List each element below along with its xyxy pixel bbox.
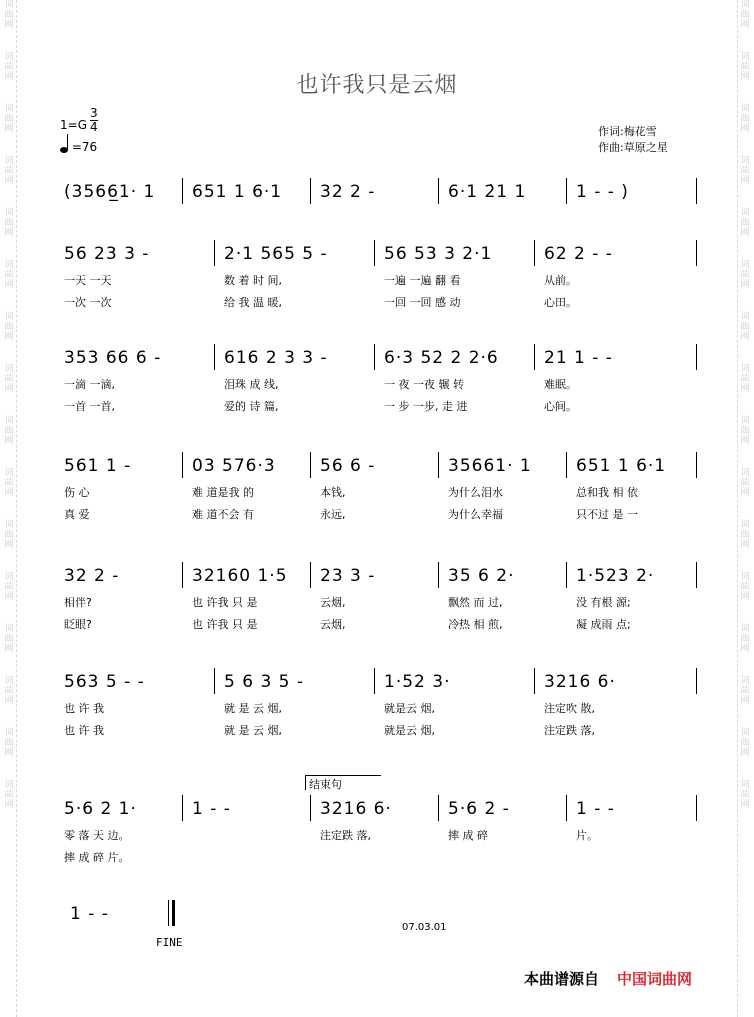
- lyric: 心间。: [544, 400, 577, 413]
- date: 07.03.01: [402, 922, 447, 933]
- barline: [696, 240, 697, 266]
- lyrics-verse-2: [58, 845, 698, 867]
- notes-line: [58, 344, 698, 372]
- lyric: 一回 一回 感 动: [384, 296, 461, 309]
- lyric: 眨眼?: [64, 618, 92, 631]
- measure: 1·52 3·: [384, 672, 451, 692]
- measure: 563 5 - -: [64, 672, 145, 692]
- measure: 23 3 -: [320, 566, 376, 586]
- lyric: 注定跌 落,: [544, 724, 595, 737]
- lyricist: 作词:梅花雪: [598, 125, 657, 138]
- measure: 5 6 3 5 -: [224, 672, 305, 692]
- lyric: 永远,: [320, 508, 346, 521]
- score-row: [58, 795, 698, 867]
- lyric: 摔 成 碎 片。: [64, 851, 130, 864]
- barline: [214, 240, 215, 266]
- lyrics-verse-1: [58, 823, 698, 845]
- lyrics-verse-2: [58, 612, 698, 634]
- barline: [374, 668, 375, 694]
- lyric: 一 步 一步, 走 进: [384, 400, 468, 413]
- barline: [182, 562, 183, 588]
- score-row: [58, 344, 698, 416]
- barline: [438, 452, 439, 478]
- lyric: 从前。: [544, 274, 577, 287]
- lyric: 凝 成雨 点;: [576, 618, 631, 631]
- score-row: [58, 240, 698, 312]
- barline: [534, 668, 535, 694]
- measure: 1 - - ): [576, 182, 629, 202]
- measure: 616 2 3 3 -: [224, 348, 328, 368]
- lyric: 泪珠 成 线,: [224, 378, 279, 391]
- source-credit: [524, 968, 692, 989]
- lyric: 云烟,: [320, 596, 346, 609]
- barline: [534, 240, 535, 266]
- measure: 21 1 - -: [544, 348, 613, 368]
- lyric: 给 我 温 暖,: [224, 296, 282, 309]
- measure: 1 - -: [576, 799, 615, 819]
- measure: 32 2 -: [320, 182, 376, 202]
- measure: (3566̲1· 1: [64, 182, 156, 202]
- lyric: 摔 成 碎: [448, 829, 488, 842]
- lyrics-verse-2: [58, 394, 698, 416]
- lyric: 就 是 云 烟,: [224, 724, 282, 737]
- score-row: [58, 668, 698, 740]
- barline: [182, 795, 183, 821]
- lyric: 相伴?: [64, 596, 92, 609]
- watermark-right: 词 曲 网 词 曲 网 词 曲 网 词 曲 网 词 曲 网 词 曲 网 词 曲 网 词 曲 网 词 曲 网 词 曲 网 词 曲 网 词 曲 网 词 曲 网 词 曲 网 词 曲 网 词 曲 网: [737, 0, 752, 1017]
- lyric: 也 许 我: [64, 724, 104, 737]
- lyric: 也 许我 只 是: [192, 618, 258, 631]
- barline: [438, 178, 439, 204]
- barline: [696, 795, 697, 821]
- lyric: 一天 一天: [64, 274, 112, 287]
- barline: [374, 240, 375, 266]
- notes-line: [58, 795, 698, 823]
- barline: [566, 795, 567, 821]
- lyric: 一遍 一遍 翻 看: [384, 274, 461, 287]
- lyric: 注定吹 散,: [544, 702, 595, 715]
- lyric: 一滴 一滴,: [64, 378, 115, 391]
- notes-line: [58, 452, 698, 480]
- barline: [696, 452, 697, 478]
- score-row: [58, 562, 698, 634]
- lyric: 为什么幸福: [448, 508, 503, 521]
- lyric: 数 着 时 间,: [224, 274, 282, 287]
- lyrics-verse-1: [58, 696, 698, 718]
- lyric: 就 是 云 烟,: [224, 702, 282, 715]
- fine-marking: FINE: [156, 936, 183, 949]
- measure: 56 53 3 2·1: [384, 244, 493, 264]
- lyric: 没 有根 源;: [576, 596, 631, 609]
- barline: [182, 178, 183, 204]
- measure: 32160 1·5: [192, 566, 288, 586]
- measure: 3216 6·: [320, 799, 392, 819]
- lyric: 难 道不会 有: [192, 508, 254, 521]
- barline: [168, 900, 169, 926]
- barline: [696, 178, 697, 204]
- notes-line: [58, 562, 698, 590]
- final-staff: [58, 900, 188, 928]
- measure: 35 6 2·: [448, 566, 515, 586]
- measure: 5·6 2 1·: [64, 799, 137, 819]
- final-notes: [58, 900, 188, 928]
- quarter-note-icon: [60, 147, 68, 153]
- composer: 作曲:草原之星: [598, 141, 668, 154]
- final-barline: [172, 900, 175, 926]
- lyric: 注定跌 落,: [320, 829, 371, 842]
- measure: 62 2 - -: [544, 244, 613, 264]
- lyrics-verse-1: [58, 372, 698, 394]
- measure: 1·523 2·: [576, 566, 655, 586]
- barline: [566, 178, 567, 204]
- measure: 5·6 2 -: [448, 799, 510, 819]
- source-prefix: 本曲谱源自: [524, 970, 600, 988]
- lyric: 爱的 诗 篇,: [224, 400, 279, 413]
- barline: [310, 452, 311, 478]
- lyric: 云烟,: [320, 618, 346, 631]
- measure: 35661· 1: [448, 456, 532, 476]
- credits: [598, 124, 668, 156]
- barline: [310, 562, 311, 588]
- barline: [310, 795, 311, 821]
- score-row: [58, 178, 698, 206]
- lyric: 一首 一首,: [64, 400, 115, 413]
- barline: [696, 562, 697, 588]
- tempo-value: =76: [71, 140, 98, 154]
- lyric: 为什么泪水: [448, 486, 503, 499]
- measure: 651 1 6·1: [576, 456, 667, 476]
- time-signature-bottom: 4: [90, 120, 98, 134]
- measure: 2·1 565 5 -: [224, 244, 328, 264]
- barline: [374, 344, 375, 370]
- notes-line: [58, 178, 698, 206]
- lyric: 伤 心: [64, 486, 90, 499]
- lyric: 冷热 相 煎,: [448, 618, 503, 631]
- measure: 651 1 6·1: [192, 182, 283, 202]
- lyric: 真 爱: [64, 508, 90, 521]
- ending-bracket: 结束句: [305, 775, 381, 790]
- lyric: 只不过 是 一: [576, 508, 638, 521]
- measure: 6·1 2̇1 1: [448, 182, 527, 202]
- measure: 03 576·3: [192, 456, 276, 476]
- measure: 353 66 6 -: [64, 348, 162, 368]
- final-note: 1 - -: [70, 904, 109, 924]
- barline: [696, 668, 697, 694]
- measure: 3216 6·: [544, 672, 616, 692]
- barline: [182, 452, 183, 478]
- barline: [566, 562, 567, 588]
- barline: [534, 344, 535, 370]
- key-signature: 1=G: [60, 118, 87, 132]
- lyric: 难 道是我 的: [192, 486, 254, 499]
- barline: [214, 668, 215, 694]
- measure: 56 6 -: [320, 456, 376, 476]
- measure: 1 - -: [192, 799, 231, 819]
- notes-line: [58, 240, 698, 268]
- lyric: 就是云 烟,: [384, 724, 435, 737]
- measure: 32 2 -: [64, 566, 120, 586]
- barline: [696, 344, 697, 370]
- lyrics-verse-2: [58, 718, 698, 740]
- lyric: 心田。: [544, 296, 577, 309]
- lyric: 也 许 我: [64, 702, 104, 715]
- lyric: 也 许我 只 是: [192, 596, 258, 609]
- source-brand: 中国词曲网: [617, 970, 693, 988]
- lyrics-verse-2: [58, 290, 698, 312]
- lyrics-verse-1: [58, 268, 698, 290]
- time-signature-top: 3: [90, 106, 98, 120]
- lyric: 一次 一次: [64, 296, 112, 309]
- lyric: 零 落 天 边。: [64, 829, 130, 842]
- tempo-marking: [60, 140, 97, 154]
- barline: [214, 344, 215, 370]
- lyric: 难眠。: [544, 378, 577, 391]
- lyric: 片。: [576, 829, 598, 842]
- song-title: 也许我只是云烟: [296, 73, 458, 98]
- barline: [566, 452, 567, 478]
- barline: [310, 178, 311, 204]
- watermark-left: 词 曲 网 词 曲 网 词 曲 网 词 曲 网 词 曲 网 词 曲 网 词 曲 网 词 曲 网 词 曲 网 词 曲 网 词 曲 网 词 曲 网 词 曲 网 词 曲 网 词 曲 网 词 曲 网: [2, 0, 17, 1017]
- barline: [438, 562, 439, 588]
- barline: [438, 795, 439, 821]
- measure: 6·3 52 2 2·6: [384, 348, 499, 368]
- lyric: 一 夜 一夜 辗 转: [384, 378, 464, 391]
- lyric: 本钱,: [320, 486, 346, 499]
- lyric: 总和我 相 依: [576, 486, 638, 499]
- score-row: [58, 452, 698, 524]
- measure: 56 23 3 -: [64, 244, 150, 264]
- lyric: 飘然 而 过,: [448, 596, 503, 609]
- lyrics-verse-1: [58, 590, 698, 612]
- lyric: 就是云 烟,: [384, 702, 435, 715]
- lyrics-verse-1: [58, 480, 698, 502]
- time-signature: [90, 107, 98, 134]
- notes-line: [58, 668, 698, 696]
- lyrics-verse-2: [58, 502, 698, 524]
- measure: 561 1 -: [64, 456, 132, 476]
